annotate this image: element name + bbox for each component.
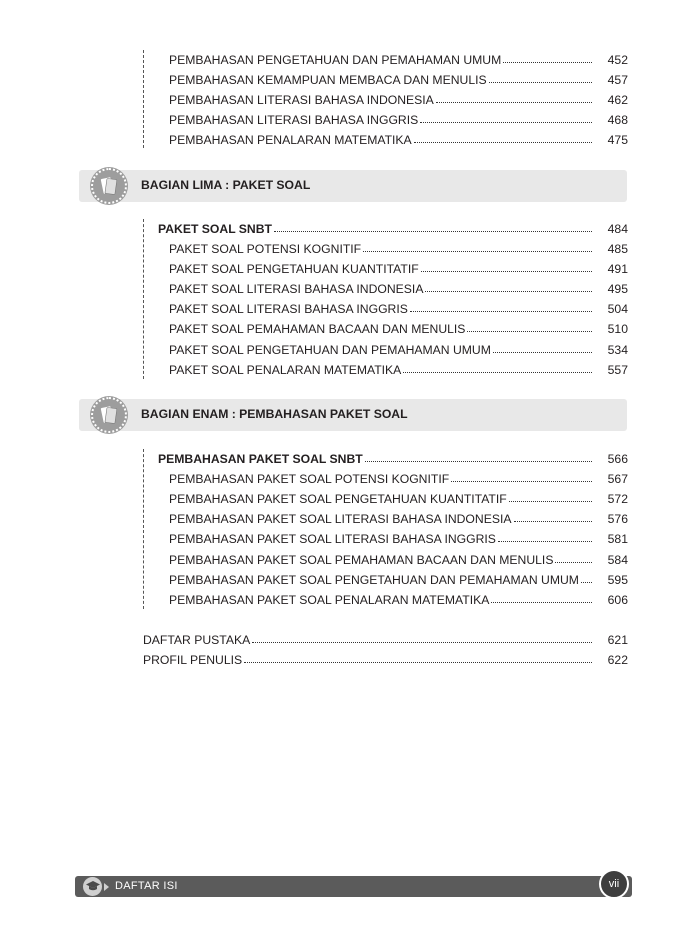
leader-dots (421, 261, 592, 272)
toc-heading-label: PAKET SOAL SNBT (158, 222, 272, 236)
leader-dots (503, 52, 592, 63)
toc-entry[interactable] (169, 72, 628, 88)
toc-entry-page: 576 (607, 512, 628, 526)
toc-entry-daftar-pustaka[interactable] (143, 632, 628, 648)
toc-entry-label: PEMBAHASAN PAKET SOAL PENALARAN MATEMATIKA (169, 593, 490, 607)
toc-entry[interactable] (169, 241, 628, 257)
leader-dots (403, 362, 592, 373)
toc-heading[interactable] (158, 221, 628, 237)
toc-block-top (143, 50, 144, 148)
toc-entry-label: PAKET SOAL POTENSI KOGNITIF (169, 242, 362, 256)
page-number: vii (599, 869, 629, 899)
section-header-enam (79, 399, 627, 431)
leader-dots (420, 112, 592, 123)
toc-entry-label: PEMBAHASAN PENGETAHUAN DAN PEMAHAMAN UMUM (169, 53, 502, 67)
leader-dots (414, 132, 592, 143)
toc-entry-page: 534 (607, 343, 628, 357)
toc-heading-label: PEMBAHASAN PAKET SOAL SNBT (158, 452, 363, 466)
toc-entry[interactable] (169, 511, 628, 527)
toc-entry-page: 572 (607, 492, 628, 506)
toc-entry-page: 475 (607, 133, 628, 147)
toc-entry-page: 621 (607, 633, 628, 647)
toc-entry-label: PEMBAHASAN LITERASI BAHASA INGGRIS (169, 113, 419, 127)
leader-dots (493, 342, 592, 353)
toc-entry-page: 510 (607, 322, 628, 336)
toc-entry[interactable] (169, 52, 628, 68)
toc-heading[interactable] (158, 451, 628, 467)
toc-entry[interactable] (169, 531, 628, 547)
toc-entry-label: PAKET SOAL LITERASI BAHASA INDONESIA (169, 282, 424, 296)
section-title: BAGIAN ENAM : PEMBAHASAN PAKET SOAL (141, 407, 408, 421)
toc-block-lima (143, 219, 144, 379)
toc-entry-page: 581 (607, 532, 628, 546)
toc-entry[interactable] (169, 592, 628, 608)
toc-entry[interactable] (169, 342, 628, 358)
leader-dots (410, 301, 592, 312)
leader-dots (491, 592, 592, 603)
toc-entry-label: PEMBAHASAN PAKET SOAL POTENSI KOGNITIF (169, 472, 450, 486)
leader-dots (555, 552, 592, 563)
toc-entry[interactable] (169, 112, 628, 128)
leader-dots (489, 72, 592, 83)
toc-block-enam (143, 449, 144, 609)
toc-entry-label: PAKET SOAL PENALARAN MATEMATIKA (169, 363, 402, 377)
toc-entry-page: 504 (607, 302, 628, 316)
toc-entry[interactable] (169, 301, 628, 317)
toc-entry[interactable] (169, 471, 628, 487)
toc-entry-label: PEMBAHASAN KEMAMPUAN MEMBACA DAN MENULIS (169, 73, 487, 87)
toc-entry[interactable] (169, 281, 628, 297)
graduation-cap-icon (83, 877, 102, 896)
toc-entry-label: PEMBAHASAN PAKET SOAL PEMAHAMAN BACAAN DAN MENULIS (169, 553, 554, 567)
toc-entry-page: 567 (607, 472, 628, 486)
toc-entry[interactable] (169, 261, 628, 277)
page-footer (75, 876, 632, 897)
toc-entry-label: PEMBAHASAN PAKET SOAL LITERASI BAHASA INGGRIS (169, 532, 496, 546)
toc-entry-label: PAKET SOAL PENGETAHUAN DAN PEMAHAMAN UMUM (169, 343, 491, 357)
toc-entry[interactable] (169, 132, 628, 148)
toc-entry-page: 491 (607, 262, 628, 276)
toc-entry-page: 584 (607, 553, 628, 567)
leader-dots (509, 491, 592, 502)
toc-entry-page: 595 (607, 573, 628, 587)
toc-entry-page: 457 (607, 73, 628, 87)
leader-dots (244, 652, 592, 663)
toc-entry[interactable] (169, 321, 628, 337)
leader-dots (436, 92, 592, 103)
toc-entry-page: 462 (607, 93, 628, 107)
toc-entry-profil-penulis[interactable] (143, 652, 628, 668)
toc-entry[interactable] (169, 572, 628, 588)
toc-entry[interactable] (169, 491, 628, 507)
book-icon (91, 168, 127, 204)
toc-entry-label: PEMBAHASAN PAKET SOAL PENGETAHUAN KUANTITATIF (169, 492, 507, 506)
toc-entry-label: PEMBAHASAN PAKET SOAL LITERASI BAHASA INDONESIA (169, 512, 512, 526)
section-header-lima (79, 170, 627, 202)
toc-heading-page: 566 (607, 452, 628, 466)
section-title: BAGIAN LIMA : PAKET SOAL (141, 178, 311, 192)
toc-entry-page: 622 (607, 653, 628, 667)
leader-dots (514, 511, 593, 522)
leader-dots (425, 281, 592, 292)
arrow-icon (104, 883, 109, 891)
toc-entry-label: DAFTAR PUSTAKA (143, 633, 251, 647)
toc-entry-page: 468 (607, 113, 628, 127)
toc-entry-page: 557 (607, 363, 628, 377)
toc-entry-page: 452 (607, 53, 628, 67)
toc-entry[interactable] (169, 362, 628, 378)
leader-dots (363, 241, 592, 252)
footer-title: DAFTAR ISI (115, 880, 178, 892)
toc-entry[interactable] (169, 92, 628, 108)
leader-dots (581, 572, 592, 583)
toc-entry-label: PEMBAHASAN PAKET SOAL PENGETAHUAN DAN PEMAHAMAN UMUM (169, 573, 579, 587)
book-icon (91, 397, 127, 433)
toc-entry-label: PEMBAHASAN LITERASI BAHASA INDONESIA (169, 93, 434, 107)
leader-dots (498, 531, 592, 542)
toc-entry[interactable] (169, 552, 628, 568)
toc-heading-page: 484 (607, 222, 628, 236)
toc-entry-page: 485 (607, 242, 628, 256)
toc-entry-label: PAKET SOAL PENGETAHUAN KUANTITATIF (169, 262, 419, 276)
leader-dots (274, 221, 592, 232)
toc-entry-page: 495 (607, 282, 628, 296)
toc-entry-page: 606 (607, 593, 628, 607)
toc-entry-label: PAKET SOAL PEMAHAMAN BACAAN DAN MENULIS (169, 322, 466, 336)
toc-entry-label: PAKET SOAL LITERASI BAHASA INGGRIS (169, 302, 408, 316)
leader-dots (252, 632, 592, 643)
toc-entry-label: PROFIL PENULIS (143, 653, 243, 667)
toc-entry-label: PEMBAHASAN PENALARAN MATEMATIKA (169, 133, 412, 147)
leader-dots (467, 321, 592, 332)
leader-dots (451, 471, 592, 482)
leader-dots (365, 451, 592, 462)
